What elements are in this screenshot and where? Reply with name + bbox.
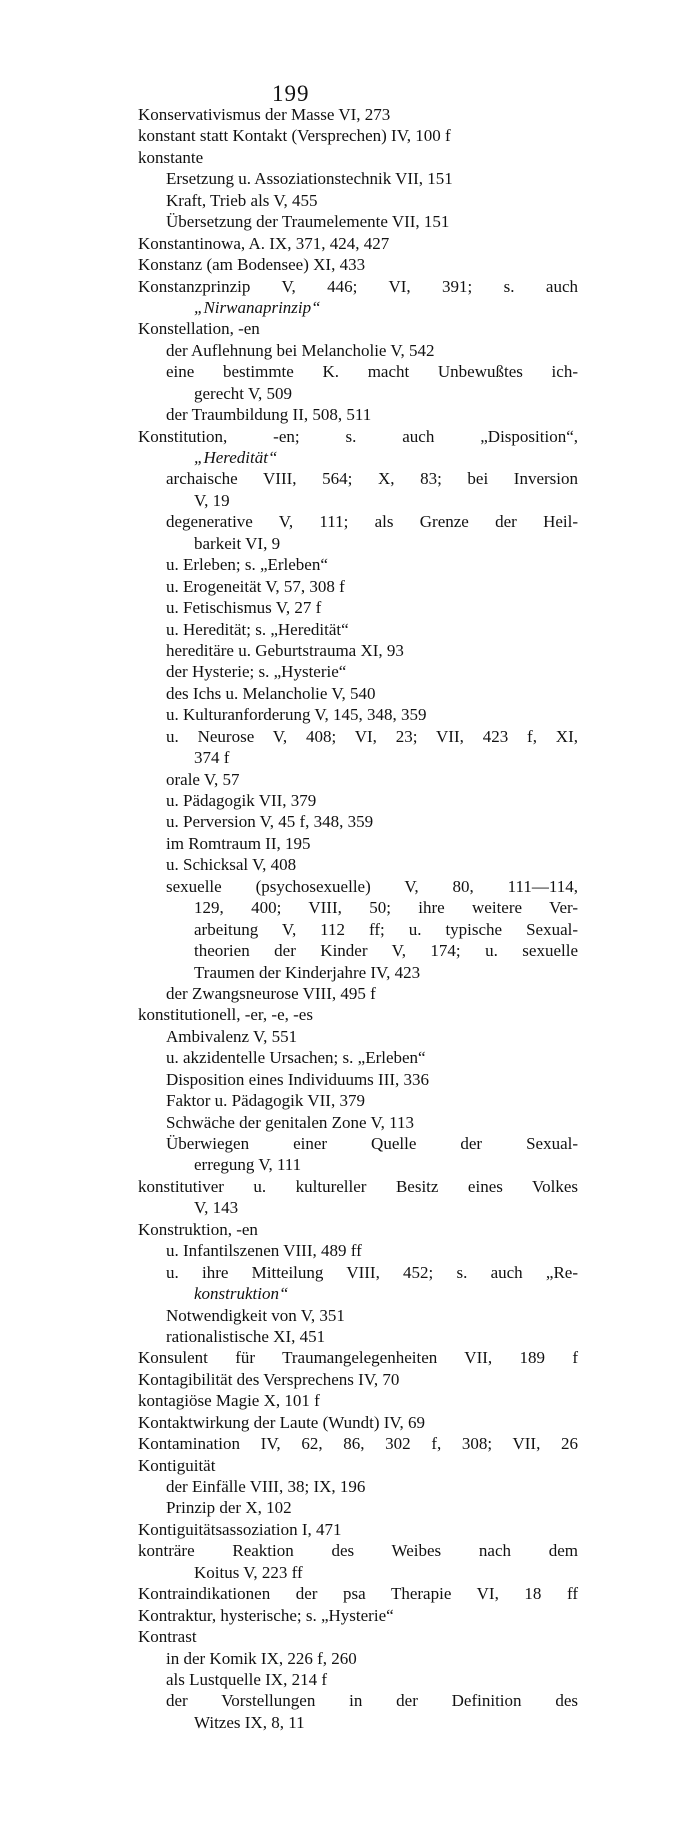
index-entry: Konstitution, -en; s. auch „Disposition“, bbox=[138, 426, 578, 446]
index-continuation: „Heredität“ bbox=[194, 448, 278, 467]
index-subentry: orale V, 57 bbox=[166, 769, 240, 789]
index-subentry: der Hysterie; s. „Hysterie“ bbox=[166, 662, 347, 682]
index-entry: konstitutionell, -er, -e, -es bbox=[138, 1005, 313, 1025]
index-entry-list bbox=[138, 104, 578, 1733]
index-subentry: der Vorstellungen in der Definition des bbox=[166, 1691, 578, 1711]
index-subentry: Disposition eines Individuums III, 336 bbox=[166, 1069, 430, 1089]
index-subentry: u. Kulturanforderung V, 145, 348, 359 bbox=[166, 705, 427, 725]
index-subentry: u. Fetischismus V, 27 f bbox=[166, 598, 322, 618]
index-entry: konstant statt Kontakt (Versprechen) IV, 100 f bbox=[138, 126, 451, 146]
index-subentry: archaische VIII, 564; X, 83; bei Inversion bbox=[166, 469, 578, 489]
index-subentry: u. Infantilszenen VIII, 489 ff bbox=[166, 1241, 362, 1261]
index-subentry: hereditäre u. Geburtstrauma XI, 93 bbox=[166, 640, 404, 660]
index-continuation: Witzes IX, 8, 11 bbox=[194, 1712, 305, 1732]
index-subentry: der Einfälle VIII, 38; IX, 196 bbox=[166, 1477, 366, 1496]
index-continuation: Traumen der Kinderjahre IV, 423 bbox=[194, 962, 421, 982]
index-continuation: gerecht V, 509 bbox=[194, 383, 293, 403]
index-subentry: u. Neurose V, 408; VI, 23; VII, 423 f, XI, bbox=[166, 726, 578, 746]
index-entry: Konstruktion, -en bbox=[138, 1219, 258, 1239]
index-subentry: im Romtraum II, 195 bbox=[166, 833, 311, 853]
index-subentry: Übersetzung der Traumelemente VII, 151 bbox=[166, 212, 450, 232]
index-subentry: Schwäche der genitalen Zone V, 113 bbox=[166, 1112, 415, 1132]
index-entry: Konstanz (am Bodensee) XI, 433 bbox=[138, 255, 366, 275]
index-subentry: eine bestimmte K. macht Unbewußtes ich- bbox=[166, 362, 578, 382]
index-entry: Kontiguitätsassoziation I, 471 bbox=[138, 1519, 342, 1539]
index-subentry: Überwiegen einer Quelle der Sexual- bbox=[166, 1134, 578, 1153]
index-subentry: in der Komik IX, 226 f, 260 bbox=[166, 1648, 357, 1668]
index-subentry: rationalistische XI, 451 bbox=[166, 1326, 326, 1346]
index-entry: Kontiguität bbox=[138, 1455, 216, 1475]
index-entry: Konstanzprinzip V, 446; VI, 391; s. auch bbox=[138, 276, 578, 296]
index-subentry: u. Heredität; s. „Heredität“ bbox=[166, 619, 349, 639]
index-entry: Konstellation, -en bbox=[138, 319, 260, 339]
index-entry: konträre Reaktion des Weibes nach dem bbox=[138, 1541, 578, 1561]
index-subentry: u. ihre Mitteilung VIII, 452; s. auch „Re- bbox=[166, 1262, 578, 1282]
index-subentry: sexuelle (psychosexuelle) V, 80, 111—114, bbox=[166, 876, 578, 896]
index-subentry: der Zwangsneurose VIII, 495 f bbox=[166, 983, 376, 1003]
index-subentry: als Lustquelle IX, 214 f bbox=[166, 1669, 327, 1689]
index-continuation: theorien der Kinder V, 174; u. sexuelle bbox=[194, 941, 578, 961]
index-continuation: barkeit VI, 9 bbox=[194, 533, 281, 553]
index-continuation: arbeitung V, 112 ff; u. typische Sexual- bbox=[194, 919, 578, 939]
index-subentry: u. Erleben; s. „Erleben“ bbox=[166, 555, 328, 575]
index-subentry: der Traumbildung II, 508, 511 bbox=[166, 405, 372, 425]
index-continuation: Koitus V, 223 ff bbox=[194, 1562, 303, 1582]
index-subentry: u. Schicksal V, 408 bbox=[166, 855, 297, 875]
index-entry: Kontrast bbox=[138, 1627, 197, 1647]
index-subentry: Faktor u. Pädagogik VII, 379 bbox=[166, 1091, 365, 1111]
index-subentry: Notwendigkeit von V, 351 bbox=[166, 1305, 345, 1325]
index-subentry: u. Pädagogik VII, 379 bbox=[166, 791, 317, 810]
index-continuation: 129, 400; VIII, 50; ihre weitere Ver- bbox=[194, 898, 578, 918]
index-entry: Kontagibilität des Versprechens IV, 70 bbox=[138, 1369, 400, 1389]
index-entry: konstante bbox=[138, 147, 204, 167]
index-entry: Kontaktwirkung der Laute (Wundt) IV, 69 bbox=[138, 1412, 425, 1432]
index-subentry: Prinzip der X, 102 bbox=[166, 1498, 292, 1518]
index-entry: Konsulent für Traumangelegenheiten VII, 189 f bbox=[138, 1348, 578, 1368]
page-number: 199 bbox=[272, 81, 310, 106]
index-subentry: degenerative V, 111; als Grenze der Heil- bbox=[166, 512, 578, 532]
index-subentry: u. Erogeneität V, 57, 308 f bbox=[166, 576, 345, 596]
index-entry: Kontamination IV, 62, 86, 302 f, 308; VII, 26 bbox=[138, 1434, 578, 1454]
index-continuation: V, 143 bbox=[194, 1198, 239, 1218]
index-subentry: des Ichs u. Melancholie V, 540 bbox=[166, 683, 376, 703]
index-entry: Konservativismus der Masse VI, 273 bbox=[138, 105, 391, 124]
index-entry: Kontraktur, hysterische; s. „Hysterie“ bbox=[138, 1605, 394, 1625]
index-subentry: u. akzidentelle Ursachen; s. „Erleben“ bbox=[166, 1048, 426, 1068]
index-entry: kontagiöse Magie X, 101 f bbox=[138, 1391, 320, 1411]
index-continuation: konstruktion“ bbox=[194, 1284, 289, 1304]
index-entry: Kontraindikationen der psa Therapie VI, 18 ff bbox=[138, 1584, 578, 1604]
index-continuation: 374 f bbox=[194, 748, 230, 768]
index-subentry: u. Perversion V, 45 f, 348, 359 bbox=[166, 812, 374, 832]
index-continuation: erregung V, 111 bbox=[194, 1155, 302, 1175]
index-continuation: „Nirwanaprinzip“ bbox=[194, 297, 321, 317]
index-subentry: Ersetzung u. Assoziationstechnik VII, 151 bbox=[166, 169, 453, 189]
index-subentry: der Auflehnung bei Melancholie V, 542 bbox=[166, 340, 435, 360]
index-continuation: V, 19 bbox=[194, 490, 230, 510]
index-entry: Konstantinowa, A. IX, 371, 424, 427 bbox=[138, 233, 390, 253]
index-subentry: Ambivalenz V, 551 bbox=[166, 1026, 298, 1046]
index-subentry: Kraft, Trieb als V, 455 bbox=[166, 190, 318, 210]
index-entry: konstitutiver u. kultureller Besitz eines Volkes bbox=[138, 1176, 578, 1196]
